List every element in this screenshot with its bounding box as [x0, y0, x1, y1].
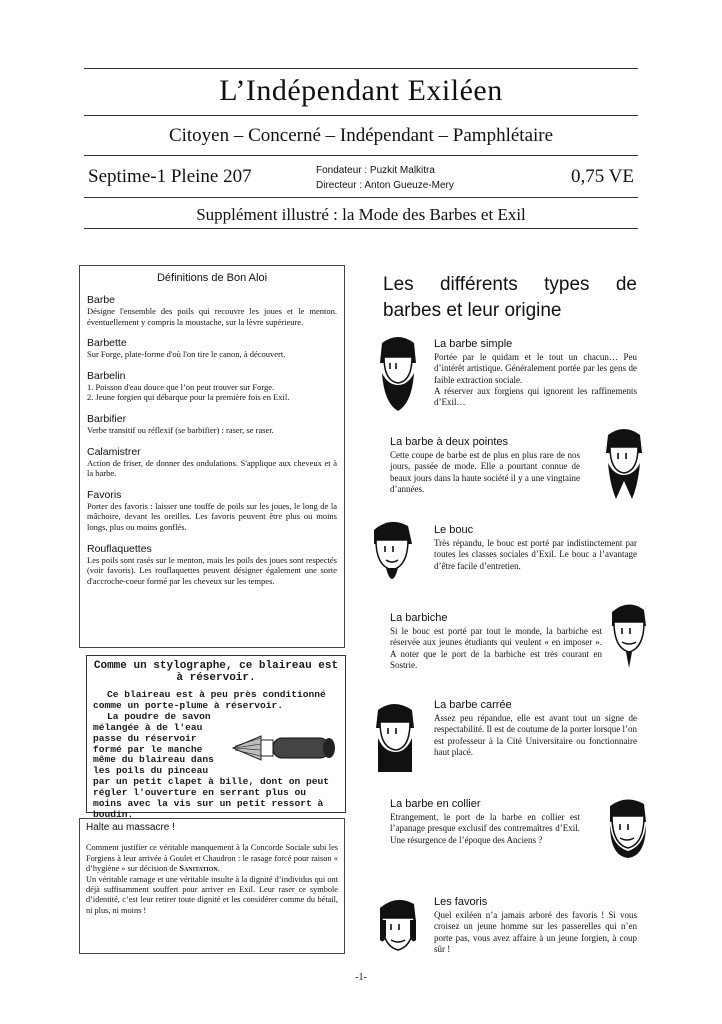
definition-favoris: Porter des favoris : laisser une touffe de poils sur les joues, le long de la mâchoire, devant les oreilles. Les favoris peuvent être plus ou moins longs, plus ou moins gonflés.	[87, 500, 337, 532]
shaving-brush-icon	[231, 726, 339, 770]
title-rule	[84, 115, 638, 116]
halte-title: Halte au massacre !	[86, 822, 175, 833]
definition-rouflaquettes: Les poils sont rasés sur le menton, mais les poils des joues sont respectés (voir favoris). Les rouflaquettes peuvent désigner également une sorte d'accroche-coeur formé par les cheveux sur les tempes.	[87, 554, 337, 586]
issue-price: 0,75 VE	[571, 166, 634, 187]
term-favoris: Favoris	[87, 488, 122, 501]
barbiche-name: La barbiche	[390, 612, 448, 624]
definitions-box	[79, 265, 345, 648]
term-barbette: Barbette	[87, 337, 127, 350]
sideburns-face-icon	[374, 896, 422, 962]
beard-two-points-name: La barbe à deux pointes	[390, 436, 509, 448]
sideburns-name: Les favoris	[434, 896, 488, 908]
sanitation-term: Sanitation	[179, 864, 218, 874]
halte-p1-text: Comment justifier ce véritable manquement à la Concorde Sociale subi les Forgiens à leur arrivée à Goulet et Chaudron : le rasage forcé pour raison « d’hygiène » sur décision de	[86, 843, 338, 874]
square-beard-entry	[434, 699, 637, 758]
bottom-masthead-rule	[84, 228, 638, 229]
barbiche-text: Si le bouc est porté par tout le monde, la barbiche est réservée aux jeunes étudiants qui veulent « en imposer ». A noter que le port de la barbiche est très courant en Sostrie.	[390, 626, 602, 670]
beard-two-points-face-icon	[600, 425, 648, 503]
term-calamistrer: Calamistrer	[87, 445, 141, 458]
shaving-brush-clipping	[86, 655, 346, 820]
beard-simple-entry	[434, 338, 637, 408]
definition-barbelin-1: 1. Poisson d'eau douce que l’on peut trouver sur Forge.	[87, 381, 275, 392]
definitions-title: Définitions de Bon Aloi	[156, 272, 268, 284]
beard-simple-text-2: A réserver aux forgiens qui ignorent les raffinements d’Exil…	[434, 385, 637, 408]
beard-types-title: Les différents types de barbes et leur origine	[383, 274, 637, 321]
clipping-paragraph-2: La poudre de savon mélangée à de l'eau passe du réservoir formé par le manche même du blaireau dans les poils du pinceau par un petit clapet à bille, dont on peut régler l'ouverture en serrant plus ou moins avec la vis sur un petit ressort à boudin.	[93, 710, 330, 820]
barbiche-face-icon	[606, 600, 652, 672]
term-rouflaquettes: Rouflaquettes	[87, 542, 152, 555]
clipping-headline: Comme un stylographe, ce blaireau est à réservoir.	[93, 660, 339, 684]
term-barbelin: Barbelin	[87, 369, 126, 382]
halte-paragraph-1	[86, 843, 338, 874]
beard-simple-text: Portée par le quidam et le tout un chacun… Peu d’intérêt artistique. Généralement portée par les gens de faible extraction sociale.	[434, 352, 637, 385]
issue-date: Septime-1 Pleine 207	[88, 166, 252, 187]
collar-beard-text: Etrangement, le port de la barbe en collier est l’apanage presque exclusif des contremaîtres d’Exil. Une résurgence de l’époque des Anciens ?	[390, 812, 580, 845]
beard-simple-face-icon	[372, 333, 424, 413]
beard-two-points-text: Cette coupe de barbe est de plus en plus rare de nos jours, passée de mode. Elle a pourtant connue de beaux jours dans la haute société il y a une vingtaine d’années.	[390, 450, 580, 494]
info-rule	[84, 197, 638, 198]
sideburns-text: Quel exiléen n’a jamais arboré des favoris ! Si vous croisez un jeune homme sur les passerelles qui n’en porte pas, vous avez affaire à un jeune forgien, à coup sûr !	[434, 910, 637, 954]
definition-calamistrer: Action de friser, de donner des ondulations. S'applique aux cheveux et à la barbe.	[87, 457, 337, 479]
clipping-paragraph-1: Ce blaireau est à peu près conditionné comme un porte-plume à réservoir.	[93, 689, 326, 711]
collar-beard-entry	[390, 798, 580, 846]
staff-credits	[316, 163, 454, 193]
newspaper-title: L’Indépendant Exiléen	[219, 74, 503, 107]
director-line: Directeur : Anton Gueuze-Mery	[316, 180, 454, 191]
square-beard-text: Assez peu répandue, elle est avant tout un signe de respectabilité. Il est de coutume de la porter lorsque l’on est professeur à la Cité Universitaire ou fonctionnaire haut placé.	[434, 713, 637, 757]
sideburns-entry	[434, 896, 637, 955]
newspaper-subtitle: Citoyen – Concerné – Indépendant – Pamphlétaire	[168, 125, 554, 146]
goatee-entry	[434, 524, 637, 572]
halte-paragraph-2: Un véritable carnage et une véritable insulte à la dignité d’individus qui ont déjà suffisamment souffert pour arriver en Exil. Leur raser ce symbole d’identité, c’est leur retirer toute dignité et les considérer comme du bétail, ni plus, ni moins !	[86, 874, 338, 915]
halte-au-massacre-box	[79, 818, 345, 954]
halte-p1-end: .	[217, 864, 220, 874]
goatee-name: Le bouc	[434, 524, 474, 536]
term-barbifier: Barbifier	[87, 412, 127, 425]
definition-barbelin-2: 2. Jeune forgien qui débarque pour la première fois en Exil.	[87, 392, 290, 403]
square-beard-name: La barbe carrée	[434, 699, 512, 711]
supplement-title: Supplément illustré : la Mode des Barbes et Exil	[196, 205, 526, 224]
goatee-face-icon	[368, 518, 418, 592]
page-number: -1-	[355, 972, 367, 983]
definition-barbette: Sur Forge, plate-forme d'où l'on tire le canon, à découvert.	[87, 349, 286, 360]
beard-two-points-entry	[390, 436, 580, 495]
subtitle-rule	[84, 155, 638, 156]
collar-beard-face-icon	[604, 796, 652, 862]
square-beard-face-icon	[370, 700, 420, 780]
founder-line: Fondateur : Puzkit Malkitra	[316, 165, 435, 176]
barbiche-entry	[390, 612, 602, 671]
collar-beard-name: La barbe en collier	[390, 798, 481, 810]
goatee-text: Très répandu, le bouc est porté par indistinctement par toutes les classes sociales d’Exil. Le bouc a l’avantage d’être facile d’entretien.	[434, 538, 637, 571]
term-barbe: Barbe	[87, 294, 116, 306]
definition-barbifier: Verbe transitif ou réflexif (se barbifier) : raser, se raser.	[87, 424, 274, 435]
beard-simple-name: La barbe simple	[434, 338, 513, 350]
top-rule	[84, 68, 638, 69]
definition-barbe: Désigne l'ensemble des poils qui recouvre les joues et le menton. éventuellement y compris la moustache, sur la lèvre supérieure.	[87, 306, 337, 327]
